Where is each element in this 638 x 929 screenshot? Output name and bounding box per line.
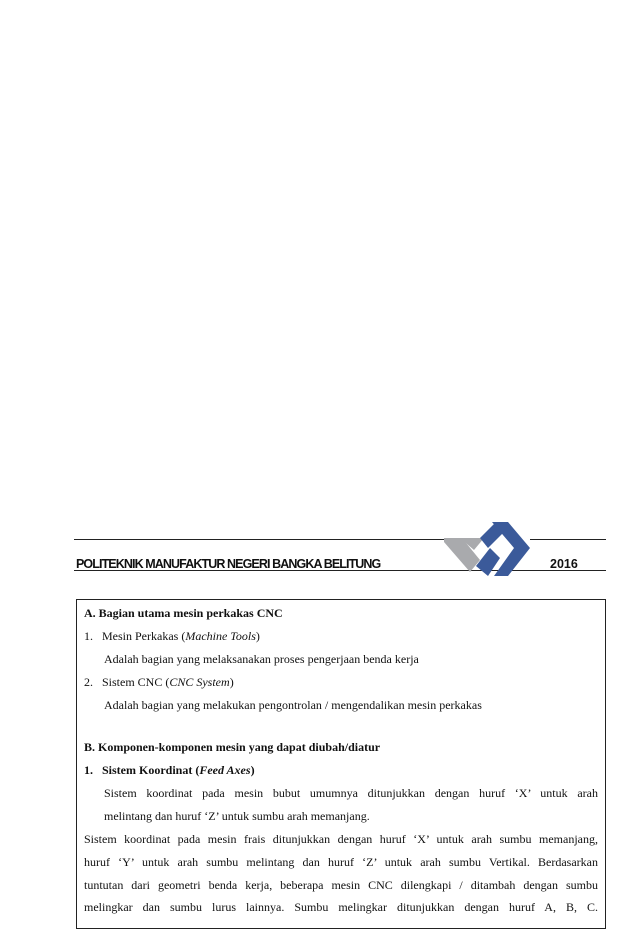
section-a-item-1-desc: Adalah bagian yang melaksanakan proses pengerjaan benda kerja [104,652,419,666]
item-number: 1. [84,629,93,643]
item-title-italic: CNC System [169,675,230,689]
institution-name: POLITEKNIK MANUFAKTUR NEGERI BANGKA BELITUNG [76,557,381,571]
section-b-para2-line3: tuntutan dari geometri benda kerja, beberapa mesin CNC dilengkapi / ditambah dengan sumbu [84,878,598,892]
section-b-item-1 [84,763,255,778]
item-title-italic: Machine Tools [185,629,256,643]
header-year: 2016 [550,557,578,571]
header-rule-top-left [74,539,452,540]
section-b-para2-line4: melingkar dan sumbu lurus lainnya. Sumbu melingkar ditunjukkan dengan huruf A, B, C. [84,900,598,914]
section-a-item-1 [84,629,260,644]
item-title-close: ) [250,763,255,777]
section-a-item-2-desc: Adalah bagian yang melakukan pengontrolan / mengendalikan mesin perkakas [104,698,482,712]
item-title: Sistem CNC ( [102,675,170,689]
item-number: 1. [84,763,93,777]
item-title-italic: Feed Axes [199,763,251,777]
institution-logo-icon [440,518,532,580]
section-b-para1-line2: melintang dan huruf ‘Z’ untuk sumbu arah memanjang. [104,809,370,823]
item-title: Sistem Koordinat ( [102,763,200,777]
section-b-para2-line2: huruf ‘Y’ untuk arah sumbu melintang dan huruf ‘Z’ untuk arah sumbu Vertikal. Berdasarkan [84,855,598,869]
section-b-para1-line1: Sistem koordinat pada mesin bubut umumnya ditunjukkan dengan huruf ‘X’ untuk arah [104,786,598,800]
item-number: 2. [84,675,93,689]
item-title: Mesin Perkakas ( [102,629,186,643]
section-a-item-2 [84,675,234,690]
section-a-heading: A. Bagian utama mesin perkakas CNC [84,606,283,620]
item-title-close: ) [255,629,260,643]
header-rule-top-right [530,539,606,540]
section-b-para2-line1: Sistem koordinat pada mesin frais ditunjukkan dengan huruf ‘X’ untuk arah sumbu memanjang, [84,832,598,846]
section-b-heading: B. Komponen-komponen mesin yang dapat diubah/diatur [84,740,381,754]
item-title-close: ) [229,675,234,689]
